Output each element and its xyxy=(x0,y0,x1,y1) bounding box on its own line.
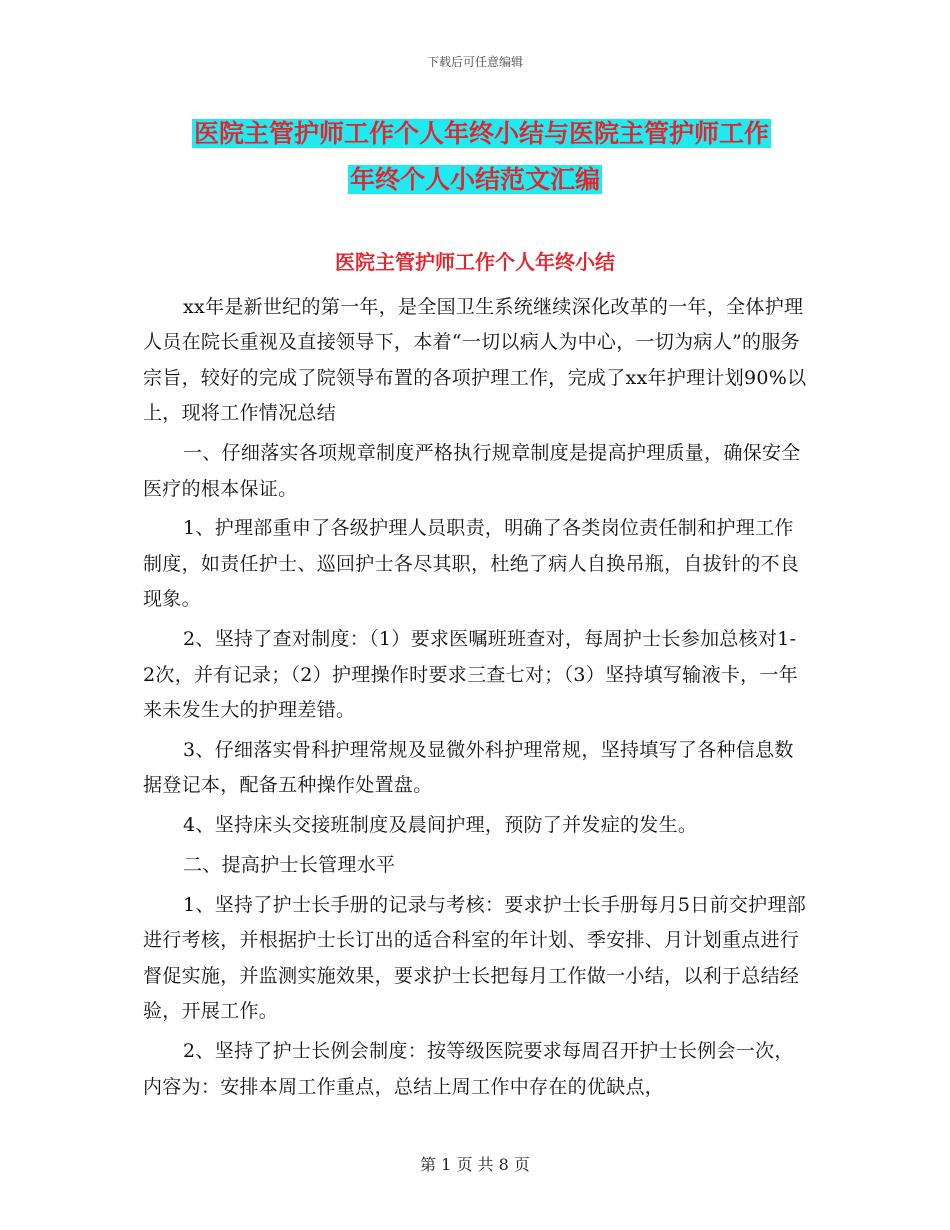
paragraph: xx年是新世纪的第一年，是全国卫生系统继续深化改革的一年，全体护理人员在院长重视及直接领导下，本着“一切以病人为中心，一切为病人”的服务宗旨，较好的完成了院领导布置的各项护理工作，完成了xx年护理计划90%以上，现将工作情况总结 xyxy=(143,296,807,425)
page-number: 第 1 页 共 8 页 xyxy=(420,1155,530,1174)
document-title-line2: 年终个人小结范文汇编 xyxy=(349,165,600,194)
paragraph: 2、坚持了查对制度：（1）要求医嘱班班查对，每周护士长参加总核对1-2次，并有记录；（2）护理操作时要求三查七对；（3）坚持填写输液卡，一年来未发生大的护理差错。 xyxy=(143,628,799,721)
header-note: 下载后可任意编辑 xyxy=(426,55,523,69)
document-title-line1: 医院主管护师工作个人年终小结与医院主管护师工作 xyxy=(194,119,770,148)
body-text xyxy=(143,290,807,1109)
paragraph: 二、提高护士长管理水平 xyxy=(183,854,396,877)
paragraph: 3、仔细落实骨科护理常规及显微外科护理常规，坚持填写了各种信息数据登记本，配备五种操作处置盘。 xyxy=(143,738,794,797)
section-title: 医院主管护师工作个人年终小结 xyxy=(335,250,615,274)
paragraph: 2、坚持了护士长例会制度：按等级医院要求每周召开护士长例会一次，内容为：安排本周工作重点，总结上周工作中存在的优缺点， xyxy=(143,1040,794,1098)
paragraph: 1、坚持了护士长手册的记录与考核：要求护士长手册每月5日前交护理部进行考核，并根据护士长订出的适合科室的年计划、季安排、月计划重点进行督促实施，并监测实施效果，要求护士长把每月工作做一小结，以利于总结经验，开展工作。 xyxy=(143,894,807,1023)
paragraph: 1、护理部重申了各级护理人员职责，明确了各类岗位责任制和护理工作制度，如责任护士、巡回护士各尽其职，杜绝了病人自换吊瓶，自拔针的不良现象。 xyxy=(143,517,800,611)
paragraph: 一、仔细落实各项规章制度严格执行规章制度是提高护理质量，确保安全医疗的根本保证。 xyxy=(143,442,801,500)
paragraph: 4、坚持床头交接班制度及晨间护理，预防了并发症的发生。 xyxy=(183,814,698,837)
